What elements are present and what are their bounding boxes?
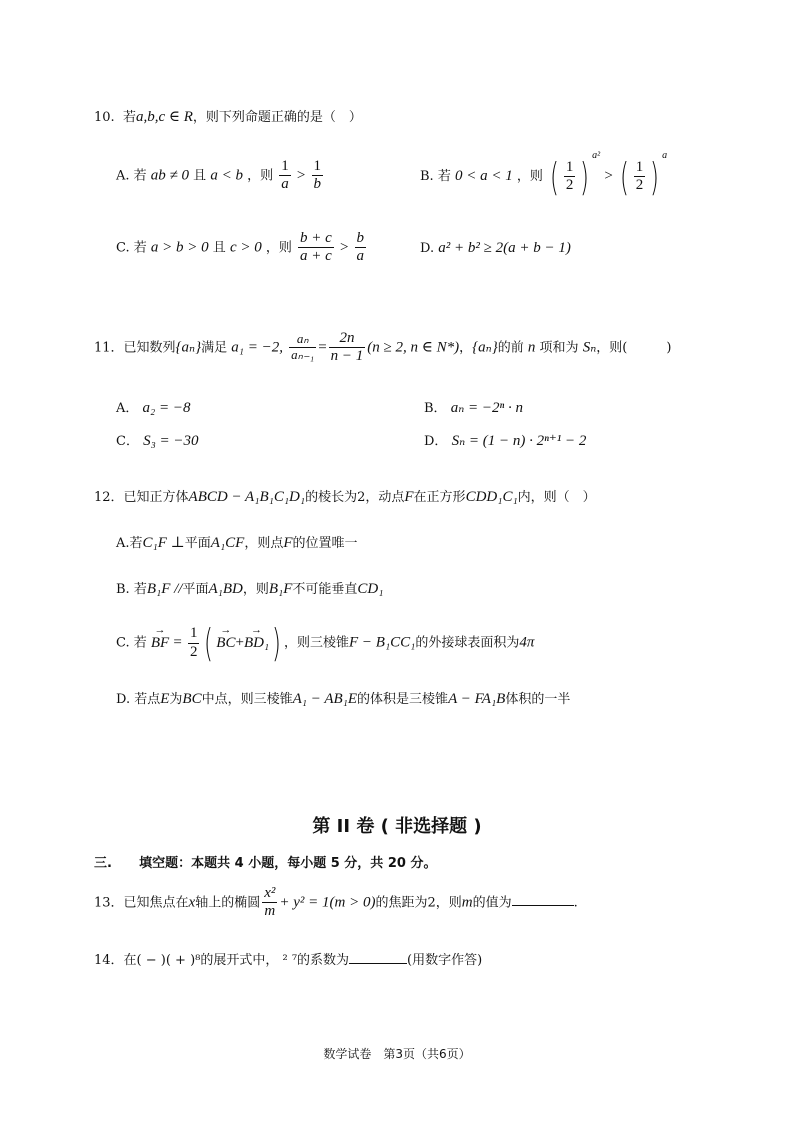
question-11-option-a: A． a₂ = −8 [116, 400, 191, 416]
page-footer: 数学试卷 第3页（共6页） [323, 1047, 471, 1061]
question-12-option-a: A.若C₁F ⊥平面A₁CF，则点F的位置唯一 [116, 535, 358, 551]
question-10-option-b: B. 若 0 < a < 1 ，则 ( $\frac{1}{2}$ ) $^{a^2}$ > ( $\frac{1}{2}$ ) $^a$ [420, 150, 668, 199]
question-11-option-b: B． aₙ = −2ⁿ · n [424, 400, 524, 416]
question-10-option-d: D. a² + b² ≥ 2(a + b − 1) [420, 240, 571, 256]
vector-bc: → BC [216, 635, 235, 652]
question-11-option-d: D． Sₙ = (1 − n) · 2ⁿ⁺¹ − 2 [424, 433, 587, 449]
part-2-title: 第 II 卷 ( 非选择题 ) [312, 816, 482, 837]
vector-bf: → BF [151, 635, 169, 652]
answer-blank-14[interactable] [349, 951, 407, 964]
question-12-option-b: B. 若B₁F //平面A₁BD，则B₁F不可能垂直CD₁ [116, 581, 384, 597]
question-12-stem: 12．已知正方体ABCD − A₁B₁C₁D₁的棱长为2，动点F在正方形CDD₁C₁内，则（ ） [94, 489, 596, 505]
question-11-stem: 11．已知数列{aₙ}满足 a₁ = −2, $\frac{\text{aₙ}}{\text{aₙ₋₁}}$ = $\frac{2n}{n - 1}$ (n ≥ 2, n ∈ N*)，{aₙ}的前 n 项和为 Sₙ，则( ) [94, 330, 672, 365]
question-12-option-c: C. 若 → BF = $\frac{1}{2}$ (→ BC+→ BD₁) ，则三棱锥F − B₁CC₁的外接球表面积为4π [116, 624, 534, 662]
vector-bd1: → BD₁ [244, 635, 269, 652]
question-10-option-a: A. 若 ab ≠ 0 且 a < b ，则 $\frac{1}{a}$ > $\frac{1}{b}$ [116, 158, 321, 193]
question-12-option-d: D. 若点E为BC中点，则三棱锥A₁ − AB₁E的体积是三棱锥A − FA₁B体积的一半 [116, 691, 571, 707]
fill-in-heading: 三. 填空题：本题共 4 小题，每小题 5 分，共 20 分。 [94, 856, 437, 871]
question-10-stem: 10. 若a,b,c ∈ R，则下列命题正确的是（ ） [94, 109, 362, 125]
question-10-option-c: C. 若 a > b > 0 且 c > 0 ，则 $\frac{b + c}{a + c}$ > $\frac{b}{a}$ [116, 230, 365, 265]
question-14: 14．在( − )( + )⁸的展开式中， ² ⁷的系数为 (用数字作答) [94, 953, 483, 968]
question-11-option-c: C． S₃ = −30 [116, 433, 199, 449]
answer-blank-13[interactable] [512, 893, 574, 906]
question-13: 13．已知焦点在x轴上的椭圆 $\frac{\text{x²}}{m}$ + y² = 1(m > 0)的焦距为2，则m的值为 . [94, 885, 578, 920]
